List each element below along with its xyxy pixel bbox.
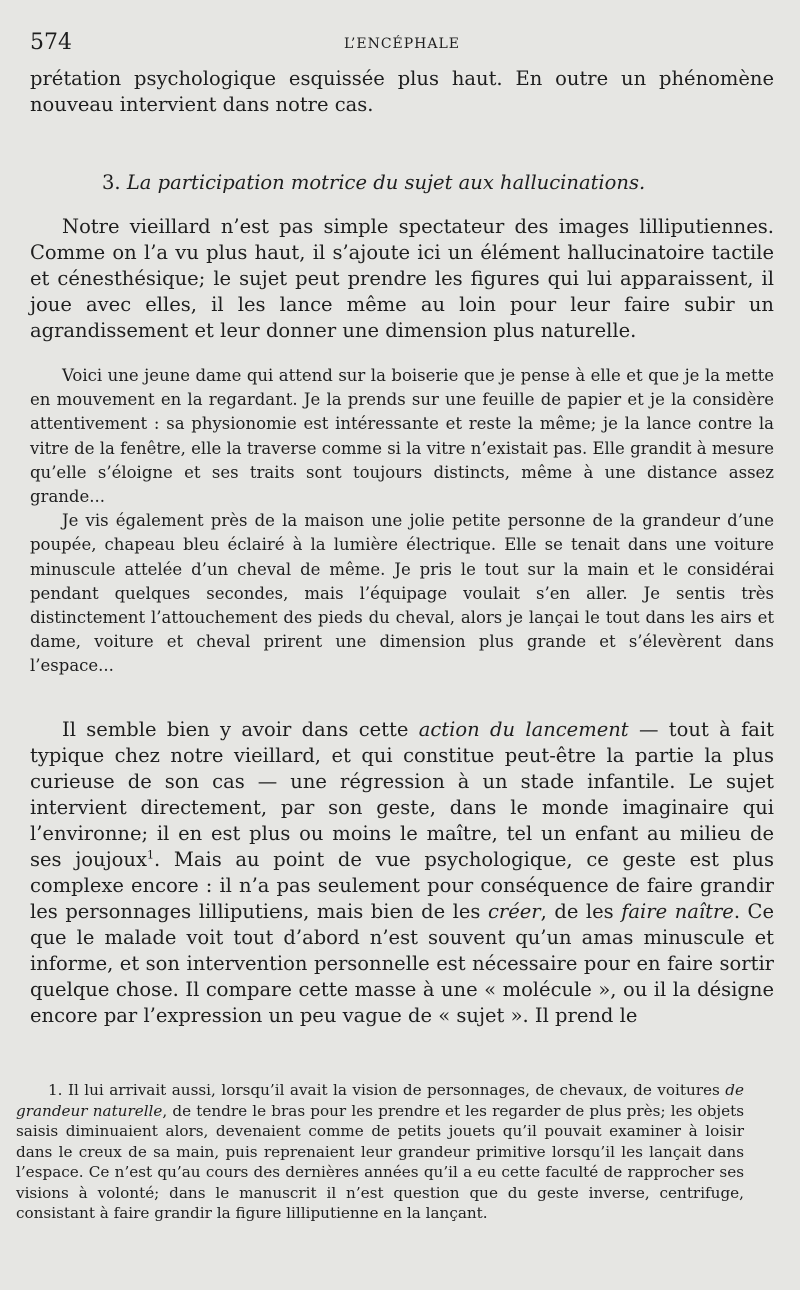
body-paragraph-2 <box>30 717 774 1029</box>
page <box>30 30 774 1029</box>
footnote-number: 1. <box>48 1081 63 1099</box>
footnote <box>16 1080 744 1224</box>
text-run: , de tendre le bras pour les prendre et les regarder de plus près; les objets saisis diminuaient alors, devenaient comme de petits jouets qu’il pouvait examiner à loisir dans le creux de sa main, puis reprenaient leur grandeur primitive lorsqu’il les lançait dans l’espace. Ce n’est qu’au cours des dernières années qu’il a eu cette faculté de rapprocher ses visions à volonté; dans le manuscrit il n’est question que du geste inverse, centrifuge, consistant à faire grandir la figure lilliputienne en la lançant. <box>16 1101 744 1222</box>
text-run: Il lui arrivait aussi, lorsqu’il avait la vision de personnages, de chevaux, de voitures <box>62 1081 726 1099</box>
emphasis-text: de grandeur naturelle <box>16 1081 744 1120</box>
page-number: 574 <box>30 30 72 55</box>
text-run: , de les <box>540 899 622 923</box>
quoted-testimony-2: Je vis également près de la maison une jolie petite personne de la grandeur d’une poupée, chapeau bleu éclairé à la lumière électrique. Elle se tenait dans une voiture minuscule attelée d’un cheval de même. Je pris le tout sur la main et le considérai pendant quelques secondes, mais l’équipage voulait s’en aller. Je sentis très distinctement l’attouchement des pieds du cheval, alors je lançai le tout dans les airs et dame, voiture et cheval prirent une dimension plus grande et s’élevèrent dans l’espace... <box>30 511 774 676</box>
intro-paragraph: prétation psychologique esquissée plus haut. En outre un phénomène nouveau intervient dans notre cas. <box>30 67 774 116</box>
section-number: 3. <box>102 171 121 194</box>
emphasis-text: créer <box>487 899 541 923</box>
text-run: — tout à fait typique chez notre vieillard, et qui constitue peut-être la partie la plus curieuse de son cas — une régression à un stade infantile. Le sujet intervient directement, par son geste, dans le monde imaginaire qui l’environne; il en est plus ou moins le maître, tel un enfant au milieu de ses joujoux <box>30 717 774 871</box>
body-paragraph-1: Notre vieillard n’est pas simple spectateur des images lilliputiennes. Comme on l’a vu plus haut, il s’ajoute ici un élément hallucinatoire tactile et cénesthésique; le sujet peut prendre les figures qui lui apparaissent, il joue avec elles, il les lance même au loin pour leur faire subir un agrandissement et leur donner une dimension plus naturelle. <box>30 215 774 342</box>
quoted-testimony-1: Voici une jeune dame qui attend sur la boiserie que je pense à elle et que je la mette en mouvement en la regardant. Je la prends sur une feuille de papier et je la considère attentivement : sa physionomie est intéressante et reste la même; je la lance contre la vitre de la fenêtre, elle la traverse comme si la vitre n’existait pas. Elle grandit à mesure qu’elle s’éloigne et ses traits sont toujours distincts, même à une distance assez grande... <box>30 366 774 507</box>
footnote-reference: 1 <box>146 848 154 862</box>
text-run: . Mais au point de vue psychologique, ce geste est plus complexe encore : il n’a pas seulement pour conséquence de faire grandir les personnages lilliputiens, mais bien de les <box>30 847 774 923</box>
text-run: Il semble bien y avoir dans cette <box>62 717 419 741</box>
section-heading <box>30 170 774 196</box>
text-run: . Ce que le malade voit tout d’abord n’est souvent qu’un amas minuscule et informe, et son intervention personnelle est nécessaire pour en faire sortir quelque chose. Il compare cette masse à une « molécule », ou il la désigne encore par l’expression un peu vague de « sujet ». Il prend le <box>30 899 775 1027</box>
section-title: La participation motrice du sujet aux hallucinations. <box>126 171 646 194</box>
running-head: L’ENCÉPHALE <box>343 36 461 52</box>
emphasis-text: faire naître <box>621 899 734 923</box>
emphasis-text: action du lancement <box>418 717 629 741</box>
page-header <box>30 30 774 66</box>
